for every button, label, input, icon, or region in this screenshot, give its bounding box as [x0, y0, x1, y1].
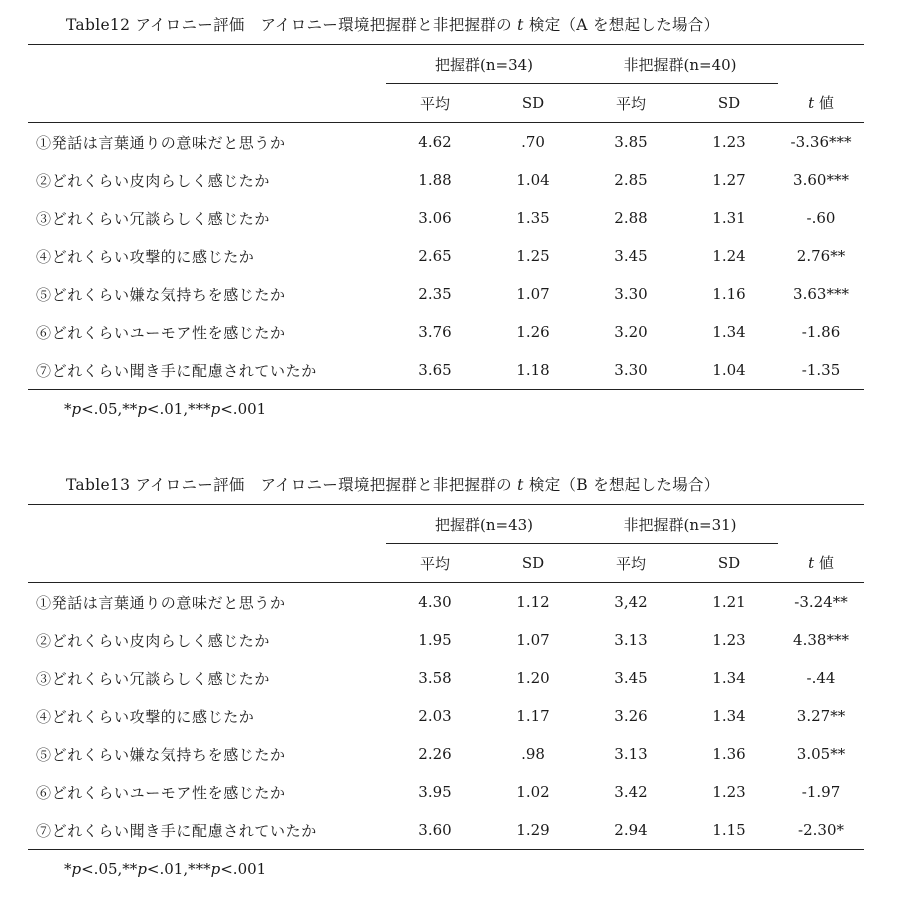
row-item: ④どれくらい攻撃的に感じたか — [36, 247, 255, 266]
row-sd2: 1.15 — [680, 811, 778, 850]
row-mean1: 1.95 — [418, 631, 452, 649]
row-t: 4.38*** — [793, 631, 849, 649]
row-mean2: 3.26 — [614, 707, 648, 725]
row-item: ③どれくらい冗談らしく感じたか — [36, 209, 271, 228]
row-mean2: 3.45 — [614, 247, 648, 265]
table12-group2-header: 非把握群(n=40) — [582, 45, 778, 84]
row-mean1: 2.35 — [418, 285, 452, 303]
table-row — [28, 313, 864, 351]
table13-sub-header — [28, 544, 864, 583]
note-p: p — [210, 860, 221, 878]
row-mean2: 3.85 — [614, 133, 648, 151]
table13 — [28, 470, 864, 888]
row-mean1: 3.95 — [418, 783, 452, 801]
row-mean2: 3.30 — [582, 351, 680, 390]
row-item: ⑥どれくらいユーモア性を感じたか — [36, 783, 286, 802]
note-p: p — [71, 860, 82, 878]
row-mean1: 4.30 — [418, 593, 452, 611]
row-mean1: 3.58 — [418, 669, 452, 687]
row-mean2: 2.88 — [614, 209, 648, 227]
table13-blank-cell — [778, 505, 864, 544]
table-row — [28, 697, 864, 735]
row-mean2: 3.45 — [614, 669, 648, 687]
table13-sd1-header: SD — [484, 544, 582, 583]
row-sd2: 1.23 — [712, 133, 746, 151]
row-sd1: 1.20 — [516, 669, 550, 687]
row-sd2: 1.04 — [680, 351, 778, 390]
row-mean2: 3.13 — [614, 631, 648, 649]
row-sd2: 1.23 — [712, 783, 746, 801]
row-sd1: 1.17 — [516, 707, 550, 725]
row-t: -1.35 — [778, 351, 864, 390]
row-mean2: 3.13 — [614, 745, 648, 763]
table12-t-header — [778, 84, 864, 123]
table12-group1-header: 把握群(n=34) — [386, 45, 582, 84]
note-star: * — [64, 400, 72, 418]
note-part: <.05,** — [81, 400, 138, 418]
row-sd1: 1.18 — [484, 351, 582, 390]
row-t: 3.60*** — [793, 171, 849, 189]
row-item: ①発話は言葉通りの意味だと思うか — [36, 133, 286, 152]
note-part: <.01,*** — [146, 400, 211, 418]
table-row — [28, 735, 864, 773]
table13-t-header — [778, 544, 864, 583]
row-sd2: 1.27 — [712, 171, 746, 189]
note-star: * — [64, 860, 72, 878]
row-sd2: 1.24 — [712, 247, 746, 265]
row-item: ⑦どれくらい聞き手に配慮されていたか — [28, 351, 386, 390]
note-part: <.05,** — [81, 860, 138, 878]
table12-caption-prefix: Table12 アイロニー評価 アイロニー環境把握群と非把握群の — [66, 16, 512, 34]
table13-mean1-header: 平均 — [386, 544, 484, 583]
row-sd1: 1.12 — [516, 593, 550, 611]
table12-blank-cell — [28, 45, 386, 84]
row-mean2: 2.85 — [614, 171, 648, 189]
table13-t-label: 値 — [818, 554, 834, 573]
row-t: 3.05** — [796, 745, 846, 763]
table13-group-header — [28, 505, 864, 544]
row-mean2: 3.20 — [614, 323, 648, 341]
table-row — [28, 161, 864, 199]
row-sd1: 1.29 — [484, 811, 582, 850]
row-item: ④どれくらい攻撃的に感じたか — [36, 707, 255, 726]
row-sd1: 1.07 — [516, 285, 550, 303]
table12-caption-t: t — [517, 16, 524, 34]
table12-sub-header — [28, 84, 864, 123]
table-row — [28, 773, 864, 811]
row-mean1: 3.06 — [418, 209, 452, 227]
table13-group1-header: 把握群(n=43) — [386, 505, 582, 544]
table-row — [28, 659, 864, 697]
row-sd1: 1.35 — [516, 209, 550, 227]
row-t: -.44 — [806, 669, 836, 687]
row-mean1: 4.62 — [418, 133, 452, 151]
table13-sd2-header: SD — [680, 544, 778, 583]
row-item: ②どれくらい皮肉らしく感じたか — [36, 171, 271, 190]
row-sd1: 1.04 — [516, 171, 550, 189]
row-t: -.60 — [806, 209, 836, 227]
note-part: <.001 — [220, 860, 267, 878]
table12-mean2-header: 平均 — [582, 84, 680, 123]
note-p: p — [210, 400, 221, 418]
row-item: ⑦どれくらい聞き手に配慮されていたか — [28, 811, 386, 850]
table12-caption — [28, 10, 864, 44]
row-sd2: 1.34 — [712, 323, 746, 341]
row-mean1: 3.65 — [386, 351, 484, 390]
table13-caption-suffix: 検定（B を想起した場合） — [528, 476, 720, 494]
row-mean1: 3.60 — [386, 811, 484, 850]
row-mean1: 2.03 — [418, 707, 452, 725]
row-mean2: 2.94 — [582, 811, 680, 850]
row-sd2: 1.31 — [712, 209, 746, 227]
table-row — [28, 237, 864, 275]
row-t: -3.36*** — [790, 133, 852, 151]
row-t: 3.27** — [796, 707, 846, 725]
row-item: ③どれくらい冗談らしく感じたか — [36, 669, 271, 688]
row-sd1: 1.26 — [516, 323, 550, 341]
row-mean1: 2.65 — [418, 247, 452, 265]
table12-caption-suffix: 検定（A を想起した場合） — [528, 16, 720, 34]
table12-sd2-header: SD — [680, 84, 778, 123]
row-item: ①発話は言葉通りの意味だと思うか — [36, 593, 286, 612]
table13-caption — [28, 470, 864, 504]
row-t: -1.86 — [801, 323, 841, 341]
row-sd2: 1.34 — [712, 669, 746, 687]
table13-caption-prefix: Table13 アイロニー評価 アイロニー環境把握群と非把握群の — [66, 476, 512, 494]
row-mean1: 2.26 — [418, 745, 452, 763]
row-t: 2.76** — [796, 247, 846, 265]
table13-blank-cell — [28, 544, 386, 583]
table12-t-label: 値 — [818, 94, 834, 113]
row-sd2: 1.16 — [712, 285, 746, 303]
row-t: 3.63*** — [793, 285, 849, 303]
row-t: -1.97 — [801, 783, 841, 801]
row-sd1: 1.25 — [516, 247, 550, 265]
table13-grid — [28, 504, 864, 850]
table12-mean1-header: 平均 — [386, 84, 484, 123]
row-item: ⑤どれくらい嫌な気持ちを感じたか — [36, 285, 286, 304]
table-row — [28, 583, 864, 622]
row-sd2: 1.34 — [712, 707, 746, 725]
row-mean1: 1.88 — [418, 171, 452, 189]
row-sd2: 1.21 — [712, 593, 746, 611]
row-sd1: .70 — [521, 133, 545, 151]
row-mean2: 3,42 — [614, 593, 648, 611]
table12-sd1-header: SD — [484, 84, 582, 123]
table-row — [28, 275, 864, 313]
note-p: p — [71, 400, 82, 418]
row-sd1: 1.07 — [516, 631, 550, 649]
table-row — [28, 621, 864, 659]
row-mean1: 3.76 — [418, 323, 452, 341]
row-t: -3.24** — [794, 593, 848, 611]
row-mean2: 3.42 — [614, 783, 648, 801]
row-sd1: 1.02 — [516, 783, 550, 801]
row-sd1: .98 — [521, 745, 545, 763]
table-row — [28, 123, 864, 162]
table13-mean2-header: 平均 — [582, 544, 680, 583]
row-sd2: 1.23 — [712, 631, 746, 649]
note-part: <.01,*** — [146, 860, 211, 878]
table12-t-italic: t — [808, 94, 815, 113]
row-item: ⑥どれくらいユーモア性を感じたか — [36, 323, 286, 342]
table13-significance-note — [28, 850, 864, 888]
table12-significance-note — [28, 390, 864, 428]
note-part: <.001 — [220, 400, 267, 418]
note-p: p — [137, 400, 147, 418]
row-t: -2.30* — [778, 811, 864, 850]
row-mean2: 3.30 — [614, 285, 648, 303]
table12-grid — [28, 44, 864, 390]
table12-group-header — [28, 45, 864, 84]
table12-blank-cell — [778, 45, 864, 84]
table-row — [28, 811, 864, 850]
table13-t-italic: t — [808, 554, 815, 573]
table13-group2-header: 非把握群(n=31) — [582, 505, 778, 544]
table13-blank-cell — [28, 505, 386, 544]
table13-caption-t: t — [517, 476, 524, 494]
table-row — [28, 351, 864, 390]
table12-blank-cell — [28, 84, 386, 123]
row-item: ②どれくらい皮肉らしく感じたか — [36, 631, 271, 650]
row-sd2: 1.36 — [712, 745, 746, 763]
table-row — [28, 199, 864, 237]
note-p: p — [137, 860, 147, 878]
row-item: ⑤どれくらい嫌な気持ちを感じたか — [36, 745, 286, 764]
table12 — [28, 10, 864, 428]
